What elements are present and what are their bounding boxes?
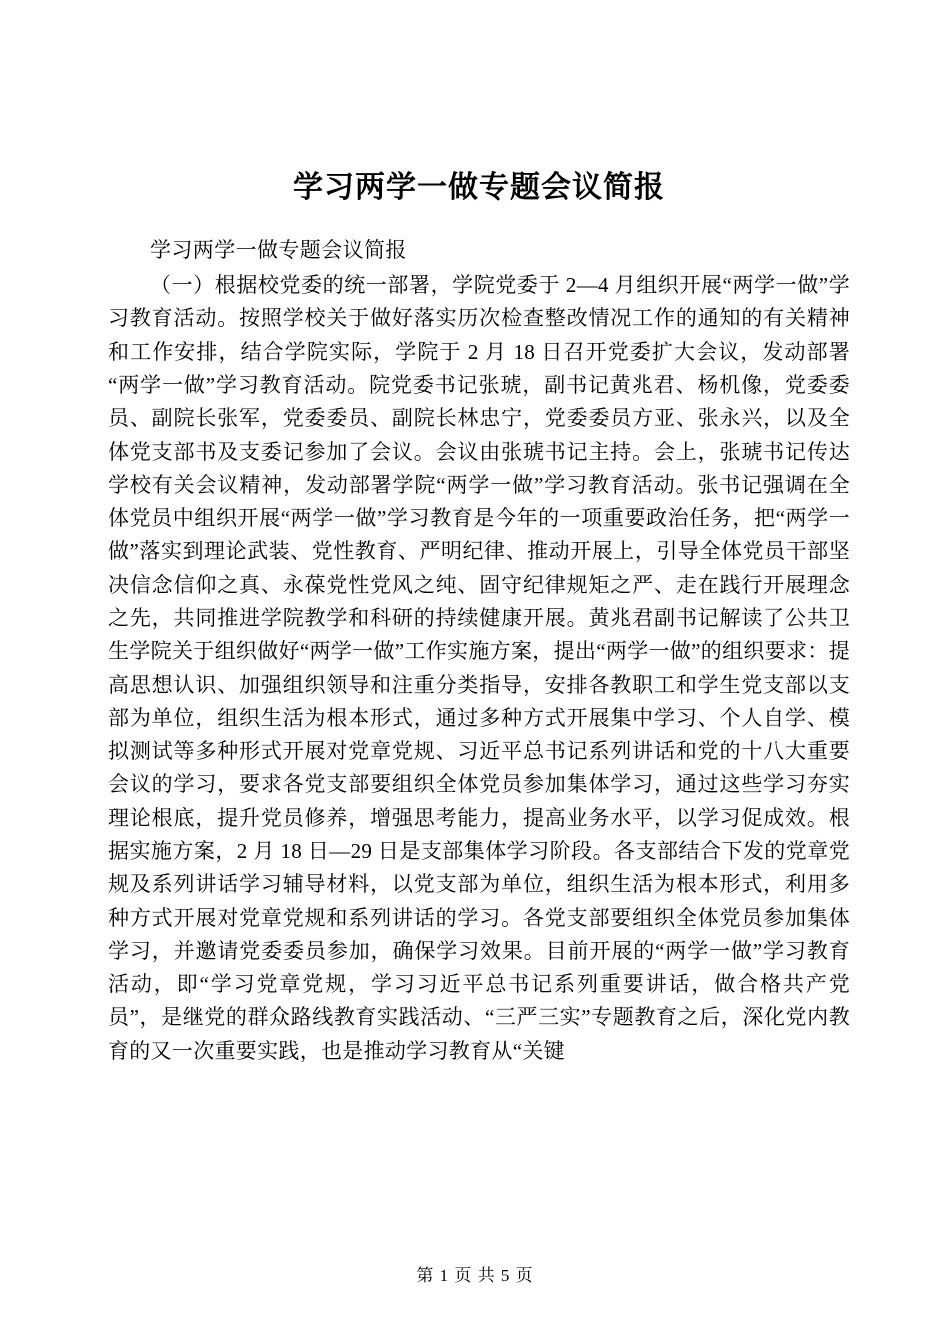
page-number-label: 第 1 页 共 5 页 <box>416 1266 534 1285</box>
page-title: 学习两学一做专题会议简报 <box>293 171 665 204</box>
document-subtitle: 学习两学一做专题会议简报 <box>150 238 407 262</box>
page-footer <box>0 1261 950 1286</box>
document-paragraph: （一）根据校党委的统一部署，学院党委于 2—4 月组织开展“两学一做”学习教育活动。按照学校关于做好落实历次检查整改情况工作的通知的有关精神和工作安排，结合学院实际，学院于 2 月 18 日召开党委扩大会议，发动部署“两学一做”学习教育活动。院党委书记张琥，副书记黄兆君、杨机像，党委委员、副院长张军，党委委员、副院长林忠宁，党委委员方亚、张永兴，以及全体党支部书及支委记参加了会议。会议由张琥书记主持。会上，张琥书记传达学校有关会议精神，发动部署学院“两学一做”学习教育活动。张书记强调在全体党员中组织开展“两学一做”学习教育是今年的一项重要政治任务，把“两学一做”落实到理论武装、党性教育、严明纪律、推动开展上，引导全体党员干部坚决信念信仰之真、永葆党性党风之纯、固守纪律规矩之严、走在践行开展理念之先，共同推进学院教学和科研的持续健康开展。黄兆君副书记解读了公共卫生学院关于组织做好“两学一做”工作实施方案，提出“两学一做”的组织要求：提高思想认识、加强组织领导和注重分类指导，安排各教职工和学生党支部以支部为单位，组织生活为根本形式，通过多种方式开展集中学习、个人自学、模拟测试等多种形式开展对党章党规、习近平总书记系列讲话和党的十八大重要会议的学习，要求各党支部要组织全体党员参加集体学习，通过这些学习夯实理论根底，提升党员修养，增强思考能力，提高业务水平，以学习促成效。根据实施方案，2 月 18 日—29 日是支部集体学习阶段。各支部结合下发的党章党规及系列讲话学习辅导材料，以党支部为单位，组织生活为根本形式，利用多种方式开展对党章党规和系列讲话的学习。各党支部要组织全体党员参加集体学习，并邀请党委委员参加，确保学习效果。目前开展的“两学一做”学习教育活动，即“学习党章党规，学习习近平总书记系列重要讲话，做合格共产党员”，是继党的群众路线教育实践活动、“三严三实”专题教育之后，深化党内教育的又一次重要实践，也是推动学习教育从“关键 <box>108 273 850 1063</box>
